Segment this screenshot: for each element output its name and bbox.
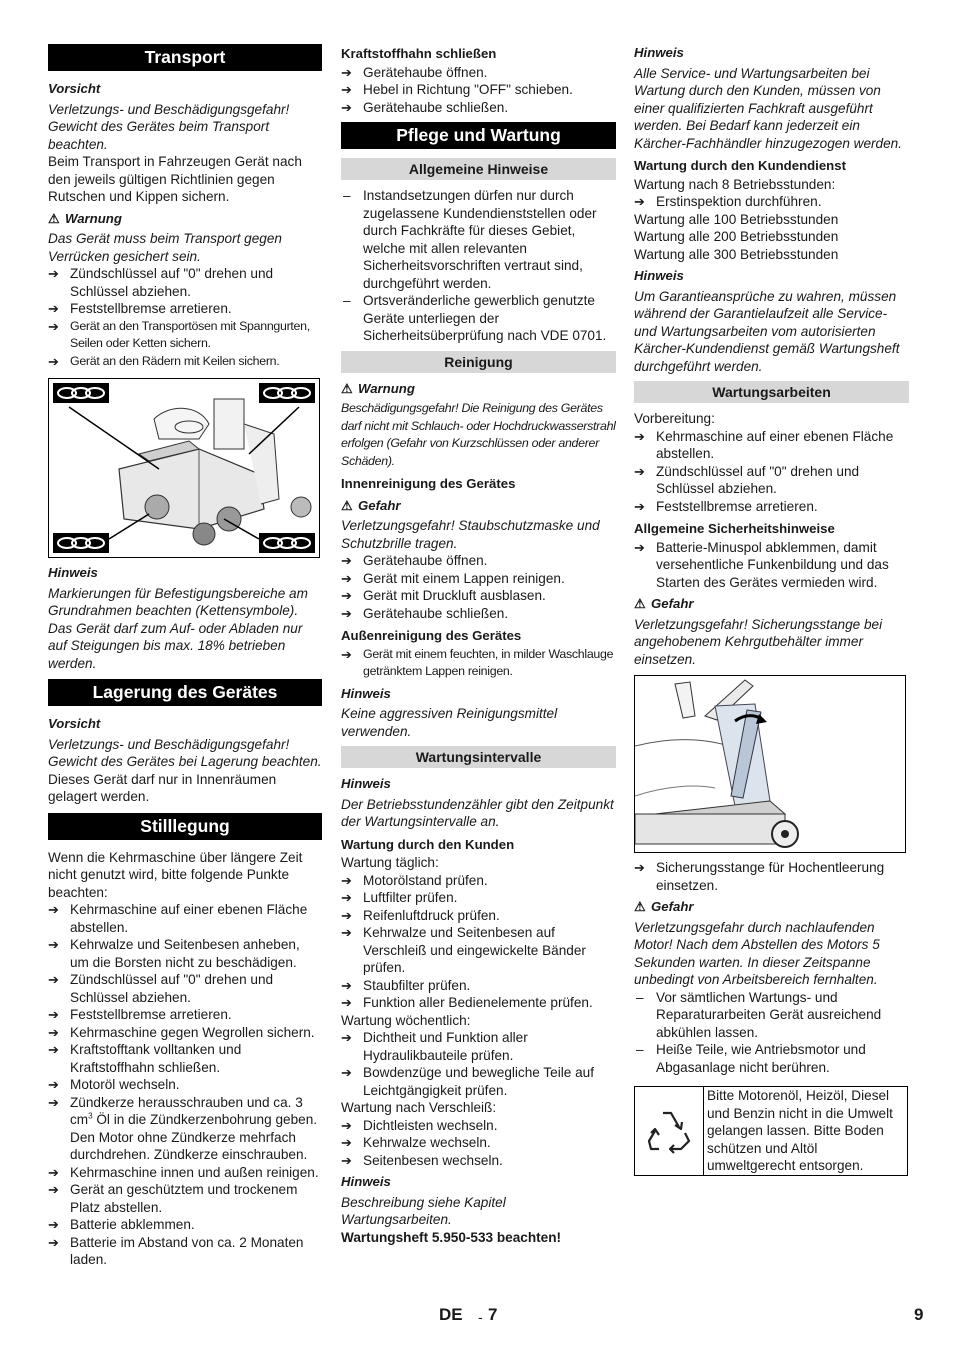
weekly-label: Wartung wöchentlich: bbox=[341, 1012, 471, 1028]
list-item: ➔ Kehrwalze und Seitenbesen auf Verschleiß und eingewickelte Bänder prüfen. bbox=[341, 924, 616, 977]
note-label: Hinweis bbox=[341, 1174, 391, 1189]
footer-separator: - bbox=[478, 1309, 483, 1325]
subsection-general: Allgemeine Hinweise bbox=[341, 158, 616, 180]
list-item: ➔ Gerät mit einem Lappen reinigen. bbox=[341, 570, 616, 588]
preparation-label: Vorbereitung: bbox=[634, 411, 715, 426]
list-item: ➔ Hebel in Richtung "OFF" schieben. bbox=[341, 81, 616, 99]
list-item: ➔ Batterie-Minuspol abklemmen, damit versehentliche Funkenbildung und das Starten des Gerätes vermieden wird. bbox=[634, 539, 909, 592]
list-item: ➔ Reifenluftdruck prüfen. bbox=[341, 907, 616, 925]
chain-symbol-icon bbox=[259, 383, 315, 403]
caution-label: Vorsicht bbox=[48, 81, 101, 96]
note-label: Hinweis bbox=[341, 685, 391, 701]
list-item: ➔ Gerät an den Transportösen mit Spanngurten, Seilen oder Ketten sichern. bbox=[48, 318, 322, 353]
warning-heading bbox=[341, 380, 616, 398]
chain-symbol-icon bbox=[259, 533, 315, 553]
list-item: ➔ Kehrwalze und Seitenbesen anheben, um die Borsten nicht zu beschädigen. bbox=[48, 936, 322, 971]
list-item: ➔ Feststellbremse arretieren. bbox=[48, 1006, 322, 1024]
column-left bbox=[48, 44, 322, 1269]
list-item: ➔ Gerätehaube schließen. bbox=[341, 99, 616, 117]
sweeper-chain-points-figure bbox=[48, 378, 320, 558]
list-item: ➔ Sicherungsstange für Hochentleerung einsetzen. bbox=[634, 859, 909, 894]
caution-label: Vorsicht bbox=[48, 716, 101, 731]
booklet-notice: Wartungsheft 5.950-533 beachten! bbox=[341, 1229, 562, 1245]
danger-label: Gefahr bbox=[651, 899, 694, 914]
danger-label: Gefahr bbox=[651, 596, 694, 611]
list-item: ➔ Zündschlüssel auf "0" drehen und Schlüssel abziehen. bbox=[48, 265, 322, 300]
note-label: Hinweis bbox=[341, 776, 391, 791]
note-text: Alle Service- und Wartungsarbeiten bei Wartung durch den Kunden, müssen von einer qualifizierten Fachkraft ausgeführt werden. Bei Bedarf kann jederzeit ein Kärcher-Fachhändler hinzugezogen werden. bbox=[634, 65, 903, 151]
list-item: ➔ Kehrmaschine auf einer ebenen Fläche abstellen. bbox=[48, 901, 322, 936]
note-text: Der Betriebsstundenzähler gibt den Zeitpunkt der Wartungsintervalle an. bbox=[341, 796, 614, 829]
service-8h-label: Wartung nach 8 Betriebsstunden: bbox=[634, 176, 836, 192]
list-item: ➔ Batterie abklemmen. bbox=[48, 1216, 322, 1234]
recycling-icon bbox=[635, 1087, 704, 1175]
safety-heading: Allgemeine Sicherheitshinweise bbox=[634, 521, 835, 536]
list-item: ➔ Zündschlüssel auf "0" drehen und Schlüssel abziehen. bbox=[634, 463, 909, 498]
list-item: ➔ Dichtheit und Funktion aller Hydraulikbauteile prüfen. bbox=[341, 1029, 616, 1064]
service-line: Wartung alle 100 Betriebsstunden bbox=[634, 211, 839, 227]
list-item: ➔ Gerät an geschütztem und trockenem Platz abstellen. bbox=[48, 1181, 322, 1216]
list-item: ➔ Gerät mit einem feuchten, in milder Waschlauge getränktem Lappen reinigen. bbox=[341, 646, 616, 681]
note-label: Hinweis bbox=[634, 45, 684, 60]
list-item: ➔ Gerätehaube öffnen. bbox=[341, 552, 616, 570]
list-item: ➔ Erstinspektion durchführen. bbox=[634, 193, 909, 211]
list-item: ➔ Zündschlüssel auf "0" drehen und Schlüssel abziehen. bbox=[48, 971, 322, 1006]
warning-triangle-icon: ⚠ bbox=[634, 899, 646, 914]
note-text: Markierungen für Befestigungsbereiche am Grundrahmen beachten (Kettensymbole). Das Gerät darf zum Auf- oder Abladen nur auf Steigungen bis max. 18% betrieben werden. bbox=[48, 585, 308, 671]
list-item: ➔ Kehrmaschine innen und außen reinigen. bbox=[48, 1164, 322, 1182]
danger-label: Gefahr bbox=[358, 497, 401, 513]
list-item: ➔ Kraftstofftank volltanken und Kraftstoffhahn schließen. bbox=[48, 1041, 322, 1076]
list-item: ➔ Gerät mit Druckluft ausblasen. bbox=[341, 587, 616, 605]
chain-symbol-icon bbox=[53, 533, 109, 553]
list-item: ➔ Feststellbremse arretieren. bbox=[48, 300, 322, 318]
list-item: ➔ Kehrmaschine auf einer ebenen Fläche abstellen. bbox=[634, 428, 909, 463]
safety-bar-illustration bbox=[635, 676, 905, 852]
service-line: Wartung alle 200 Betriebsstunden bbox=[634, 229, 839, 244]
column-right bbox=[634, 44, 909, 1176]
list-item: ➔ Gerät an den Rädern mit Keilen sichern. bbox=[48, 353, 322, 371]
warning-triangle-icon: ⚠ bbox=[48, 210, 60, 226]
warning-triangle-icon: ⚠ bbox=[341, 497, 353, 513]
danger-text: Verletzungsgefahr! Sicherungsstange bei angehobenem Kehrgutbehälter immer einsetzen. bbox=[634, 616, 883, 667]
inner-cleaning-heading: Innenreinigung des Gerätes bbox=[341, 476, 516, 491]
environment-text: Bitte Motorenöl, Heizöl, Diesel und Benzin nicht in die Umwelt gelangen lassen. Bitte Boden schützen und Altöl umweltgerecht entsorgen. bbox=[707, 1088, 893, 1173]
danger-heading bbox=[634, 595, 909, 613]
caution-text: Verletzungs- und Beschädigungsgefahr! Gewicht des Gerätes bei Lagerung beachten. bbox=[48, 736, 322, 769]
daily-label: Wartung täglich: bbox=[341, 855, 439, 870]
note-text: Keine aggressiven Reinigungsmittel verwenden. bbox=[341, 706, 558, 739]
list-item-spark-plug bbox=[48, 1094, 322, 1164]
page-number: 9 bbox=[914, 1305, 924, 1324]
service-line: Wartung alle 300 Betriebsstunden bbox=[634, 246, 839, 262]
note-label: Hinweis bbox=[48, 565, 98, 580]
list-item: – Vor sämtlichen Wartungs- und Reparaturarbeiten Gerät ausreichend abkühlen lassen. bbox=[634, 989, 909, 1042]
footer-section-page: 7 bbox=[488, 1305, 498, 1324]
subsection-intervals: Wartungsintervalle bbox=[341, 746, 616, 768]
warning-triangle-icon: ⚠ bbox=[341, 380, 353, 396]
section-title-shutdown: Stilllegung bbox=[48, 813, 322, 840]
list-item: ➔ Luftfilter prüfen. bbox=[341, 889, 616, 907]
list-item: ➔ Gerätehaube öffnen. bbox=[341, 64, 616, 82]
list-item: ➔ Gerätehaube schließen. bbox=[341, 605, 616, 623]
spark-text-a: Zündkerze herausschrauben und ca. 3 cm bbox=[70, 1094, 303, 1127]
danger-heading bbox=[634, 898, 909, 916]
note-text: Beschreibung siehe Kapitel Wartungsarbeiten. bbox=[341, 1194, 506, 1227]
danger-text: Verletzungsgefahr durch nachlaufenden Motor! Nach dem Abstellen des Motors 5 Sekunden warten. In dieser Zeitspanne unbedingt von Arbeitsbereich fernhalten. bbox=[634, 919, 880, 987]
note-text: Um Garantieansprüche zu wahren, müssen während der Garantielaufzeit alle Service- und Wartungsarbeiten vom autorisierten Kärcher-Kundendienst gemäß Wartungsheft durchgeführt werden. bbox=[634, 288, 900, 374]
list-item: – Heiße Teile, wie Antriebsmotor und Abgasanlage nicht berühren. bbox=[634, 1041, 909, 1076]
outer-cleaning-heading: Außenreinigung des Gerätes bbox=[341, 628, 522, 643]
caution-text: Verletzungs- und Beschädigungsgefahr! Gewicht des Gerätes beim Transport beachten. bbox=[48, 101, 290, 152]
danger-heading bbox=[341, 497, 616, 515]
list-item: – Ortsveränderliche gewerblich genutzte Geräte unterliegen der Sicherheitsüberprüfung nach VDE 0701. bbox=[341, 292, 616, 345]
warning-heading bbox=[48, 210, 322, 228]
column-middle bbox=[341, 44, 616, 1246]
warning-label: Warnung bbox=[358, 380, 415, 396]
list-item: – Instandsetzungen dürfen nur durch zugelassene Kundendienststellen oder durch Fachkräfte für dieses Gebiet, welche mit allen relevanten Sicherheitsvorschriften vertraut sind, durchgeführt werden. bbox=[341, 187, 616, 292]
warning-text: Das Gerät muss beim Transport gegen Verrücken gesichert sein. bbox=[48, 231, 282, 264]
list-item: ➔ Kehrmaschine gegen Wegrollen sichern. bbox=[48, 1024, 322, 1042]
service-maintenance-heading: Wartung durch den Kundendienst bbox=[634, 158, 846, 173]
section-title-care: Pflege und Wartung bbox=[341, 122, 616, 149]
warning-label: Warnung bbox=[65, 210, 122, 226]
list-item: ➔ Bowdenzüge und bewegliche Teile auf Leichtgängigkeit prüfen. bbox=[341, 1064, 616, 1099]
section-title-transport: Transport bbox=[48, 44, 322, 71]
subsection-cleaning: Reinigung bbox=[341, 351, 616, 373]
note-label: Hinweis bbox=[634, 268, 684, 283]
warning-triangle-icon: ⚠ bbox=[634, 596, 646, 611]
list-item: ➔ Seitenbesen wechseln. bbox=[341, 1152, 616, 1170]
fuel-tap-heading: Kraftstoffhahn schließen bbox=[341, 46, 497, 61]
wear-label: Wartung nach Verschleiß: bbox=[341, 1100, 497, 1115]
warning-text: Beschädigungsgefahr! Die Reinigung des Gerätes darf nicht mit Schlauch- oder Hochdruckwasserstrahl erfolgen (Gefahr von Kurzschlüssen oder anderer Schäden). bbox=[341, 401, 616, 468]
danger-text: Verletzungsgefahr! Staubschutzmaske und Schutzbrille tragen. bbox=[341, 518, 600, 551]
list-item: ➔ Staubfilter prüfen. bbox=[341, 977, 616, 995]
list-item: ➔ Motoröl wechseln. bbox=[48, 1076, 322, 1094]
list-item: ➔ Kehrwalze wechseln. bbox=[341, 1134, 616, 1152]
safety-bar-figure bbox=[634, 675, 906, 853]
list-item: ➔ Dichtleisten wechseln. bbox=[341, 1117, 616, 1135]
sweeper-illustration bbox=[49, 379, 319, 557]
section-title-storage: Lagerung des Gerätes bbox=[48, 679, 322, 706]
transport-text: Beim Transport in Fahrzeugen Gerät nach den jeweils gültigen Richtlinien gegen Rutschen und Kippen sichern. bbox=[48, 154, 302, 204]
customer-maintenance-heading: Wartung durch den Kunden bbox=[341, 836, 515, 852]
list-item: ➔ Motorölstand prüfen. bbox=[341, 872, 616, 890]
storage-text: Dieses Gerät darf nur in Innenräumen gelagert werden. bbox=[48, 771, 277, 804]
list-item: ➔ Feststellbremse arretieren. bbox=[634, 498, 909, 516]
spark-text-b: Öl in die Zündkerzenbohrung geben. Den Motor ohne Zündkerze mehrfach durchdrehen. Zündkerze einschrauben. bbox=[70, 1112, 318, 1162]
footer-language: DE bbox=[439, 1305, 463, 1324]
list-item: ➔ Funktion aller Bedienelemente prüfen. bbox=[341, 994, 616, 1012]
chain-symbol-icon bbox=[53, 383, 109, 403]
subsection-works: Wartungsarbeiten bbox=[634, 381, 909, 403]
list-item: ➔ Batterie im Abstand von ca. 2 Monaten laden. bbox=[48, 1234, 322, 1269]
shutdown-intro: Wenn die Kehrmaschine über längere Zeit nicht genutzt wird, bitte folgende Punkte beachten: bbox=[48, 849, 303, 900]
spark-superscript: 3 bbox=[88, 1111, 93, 1121]
environment-notice bbox=[634, 1086, 908, 1176]
